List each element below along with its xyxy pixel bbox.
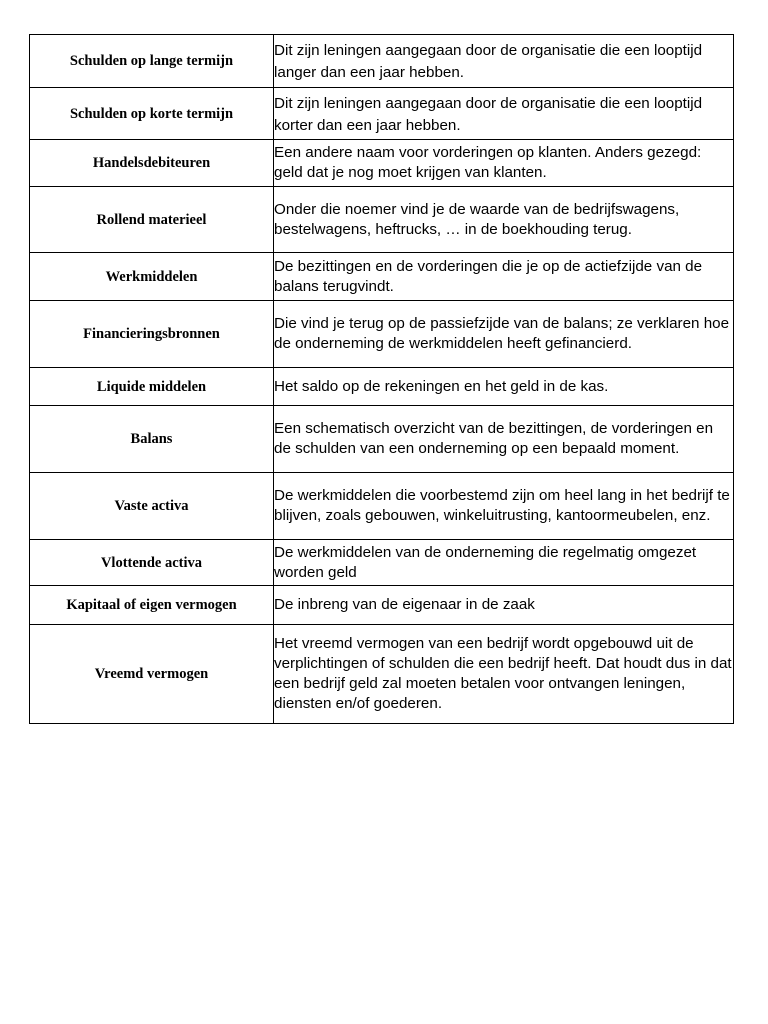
definition-cell: Een schematisch overzicht van de bezittingen, de vorderingen en de schulden van een onderneming op een bepaald moment. — [274, 406, 734, 473]
definition-cell: De inbreng van de eigenaar in de zaak — [274, 586, 734, 625]
document-page — [29, 34, 733, 724]
definition-cell: Een andere naam voor vorderingen op klanten. Anders gezegd: geld dat je nog moet krijgen van klanten. — [274, 140, 734, 187]
definition-cell: Die vind je terug op de passiefzijde van de balans; ze verklaren hoe de onderneming de werkmiddelen heeft gefinancierd. — [274, 301, 734, 368]
term-cell: Vaste activa — [30, 473, 274, 540]
term-cell: Werkmiddelen — [30, 253, 274, 301]
table-row — [30, 625, 734, 724]
table-row — [30, 35, 734, 88]
definition-cell: De werkmiddelen van de onderneming die regelmatig omgezet worden geld — [274, 540, 734, 586]
term-cell: Schulden op korte termijn — [30, 88, 274, 140]
table-row — [30, 406, 734, 473]
table-row — [30, 253, 734, 301]
term-cell: Financieringsbronnen — [30, 301, 274, 368]
glossary-table — [29, 34, 734, 724]
table-row — [30, 140, 734, 187]
term-cell: Schulden op lange termijn — [30, 35, 274, 88]
term-cell: Rollend materieel — [30, 187, 274, 253]
table-row — [30, 540, 734, 586]
table-row — [30, 586, 734, 625]
term-cell: Liquide middelen — [30, 368, 274, 406]
term-cell: Handelsdebiteuren — [30, 140, 274, 187]
definition-cell: Het vreemd vermogen van een bedrijf wordt opgebouwd uit de verplichtingen of schulden die een bedrijf heeft. Dat houdt dus in dat een bedrijf geld zal moeten betalen voor ontvangen leningen, diensten en/of goederen. — [274, 625, 734, 724]
definition-cell: Dit zijn leningen aangegaan door de organisatie die een looptijd korter dan een jaar hebben. — [274, 88, 734, 140]
term-cell: Kapitaal of eigen vermogen — [30, 586, 274, 625]
term-cell: Vreemd vermogen — [30, 625, 274, 724]
definition-cell: De bezittingen en de vorderingen die je op de actiefzijde van de balans terugvindt. — [274, 253, 734, 301]
table-row — [30, 187, 734, 253]
table-row — [30, 473, 734, 540]
definition-cell: Dit zijn leningen aangegaan door de organisatie die een looptijd langer dan een jaar hebben. — [274, 35, 734, 88]
table-row — [30, 88, 734, 140]
table-row — [30, 301, 734, 368]
table-row — [30, 368, 734, 406]
term-cell: Balans — [30, 406, 274, 473]
definition-cell: De werkmiddelen die voorbestemd zijn om heel lang in het bedrijf te blijven, zoals gebouwen, winkeluitrusting, kantoormeubelen, enz. — [274, 473, 734, 540]
term-cell: Vlottende activa — [30, 540, 274, 586]
definition-cell: Het saldo op de rekeningen en het geld in de kas. — [274, 368, 734, 406]
definition-cell: Onder die noemer vind je de waarde van de bedrijfswagens, bestelwagens, heftrucks, … in de boekhouding terug. — [274, 187, 734, 253]
